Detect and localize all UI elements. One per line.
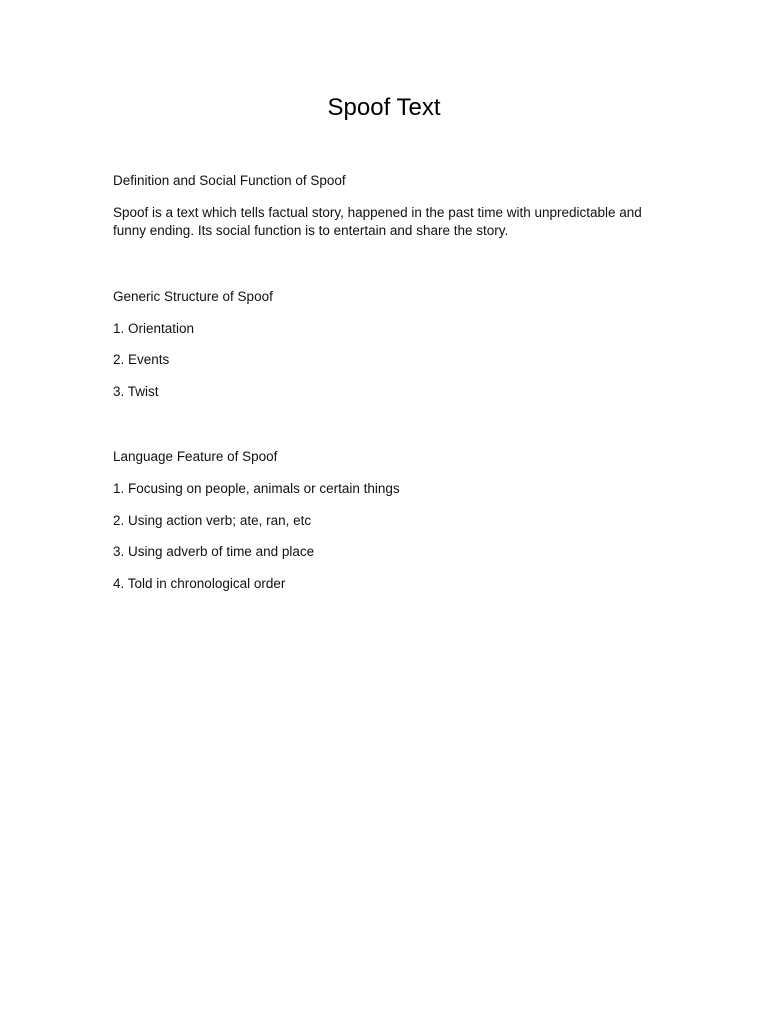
list-item: 4. Told in chronological order bbox=[113, 576, 286, 591]
document-title: Spoof Text bbox=[327, 94, 441, 121]
list-item: 3. Twist bbox=[113, 384, 159, 399]
list-item: 1. Focusing on people, animals or certain things bbox=[113, 481, 400, 496]
list-item: 2. Events bbox=[113, 352, 170, 367]
list-item: 2. Using action verb; ate, ran, etc bbox=[113, 513, 312, 528]
list-item: 1. Orientation bbox=[113, 321, 195, 336]
section-heading-language-feature: Language Feature of Spoof bbox=[113, 449, 278, 464]
section-heading-generic-structure: Generic Structure of Spoof bbox=[113, 289, 273, 304]
list-item: 3. Using adverb of time and place bbox=[113, 544, 315, 559]
section-heading-definition: Definition and Social Function of Spoof bbox=[113, 173, 346, 188]
definition-paragraph: Spoof is a text which tells factual story, happened in the past time with unpredictable and funny ending. Its social function is to entertain and share the story. bbox=[113, 205, 642, 238]
